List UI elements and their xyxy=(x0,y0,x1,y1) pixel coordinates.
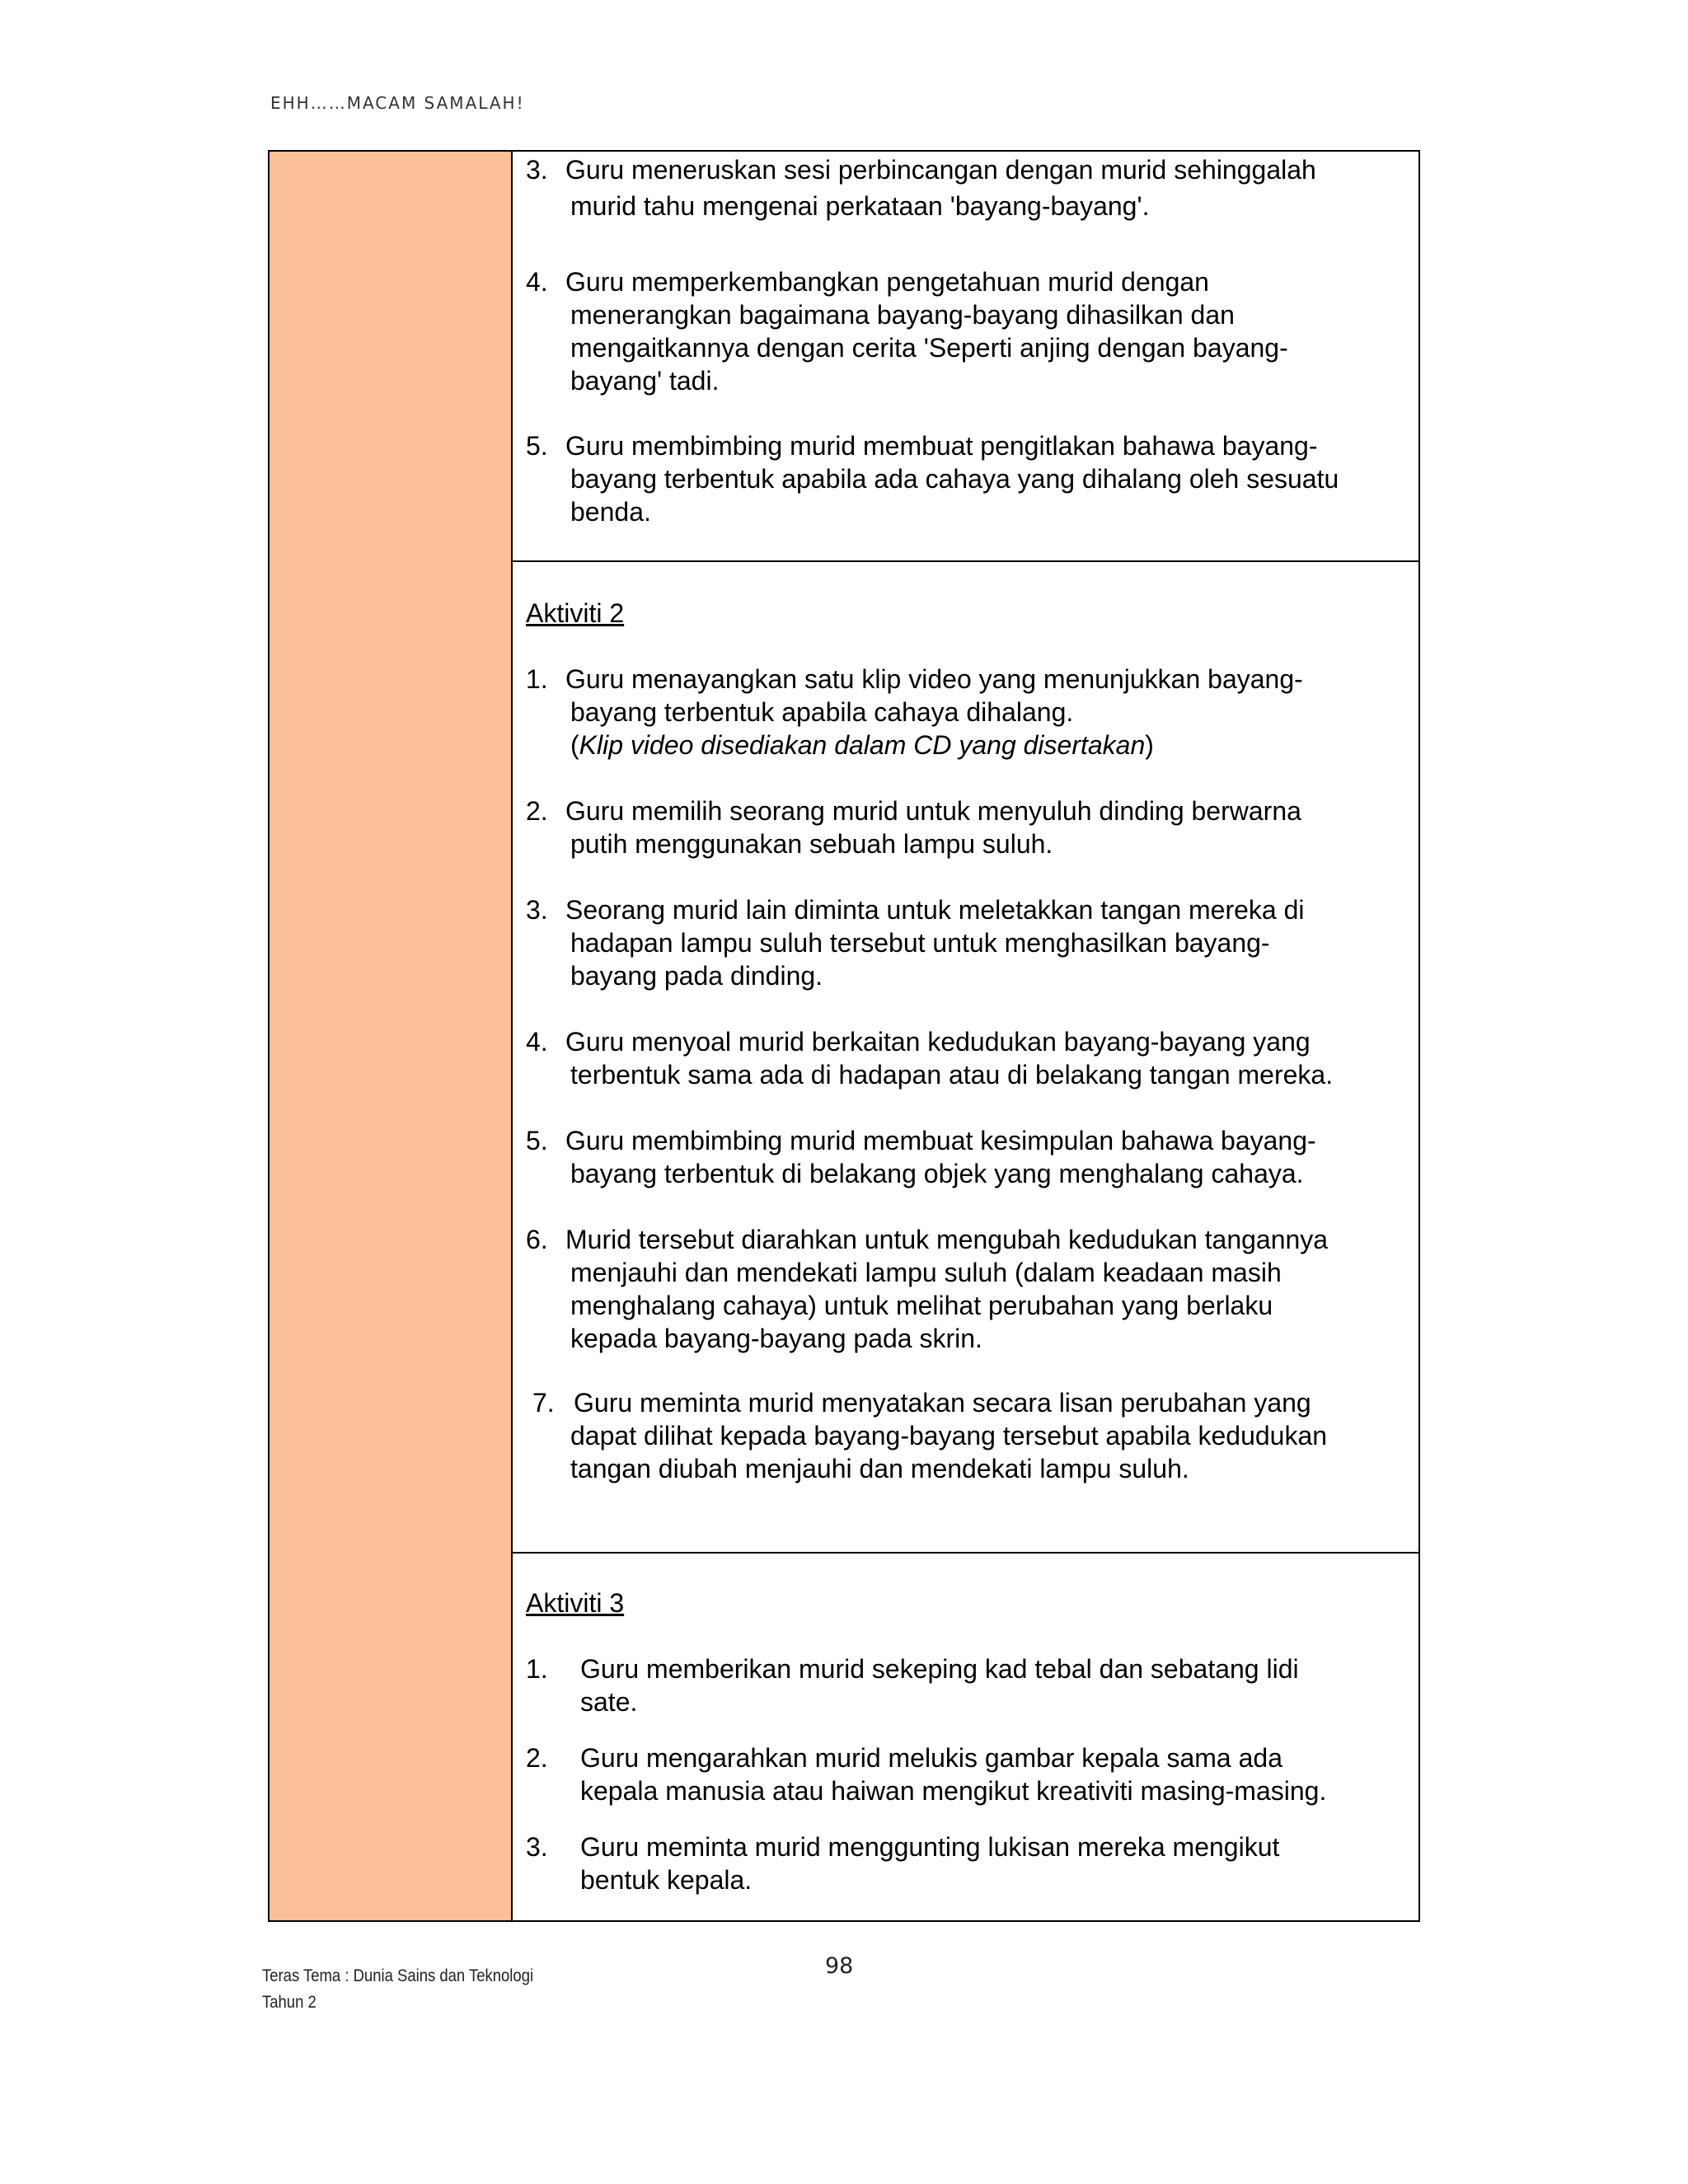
item-line: Guru membimbing murid membuat pengitlakan bahawa bayang- xyxy=(565,431,1318,461)
item-number: 4. xyxy=(526,267,548,297)
item-text xyxy=(570,926,1270,992)
item-line: mengaitkannya dengan cerita 'Seperti anjing dengan bayang- xyxy=(570,333,1288,363)
item-line: bayang terbentuk apabila ada cahaya yang dihalang oleh sesuatu xyxy=(570,464,1339,494)
item-text xyxy=(570,827,1053,860)
item-line: menghalang cahaya) untuk melihat perubahan yang berlaku xyxy=(570,1291,1273,1320)
note-italic: Klip video disediakan dalam CD yang disertakan xyxy=(579,730,1146,760)
item-number: 4. xyxy=(526,1027,548,1057)
item-text xyxy=(570,462,1339,528)
item-note xyxy=(570,729,1154,762)
item-line: Guru membimbing murid membuat kesimpulan bahawa bayang- xyxy=(565,1126,1316,1155)
item-text xyxy=(580,1741,1326,1807)
item-text xyxy=(565,663,1303,696)
item-text xyxy=(565,153,1316,186)
item-number: 3. xyxy=(526,1832,548,1862)
item-number: 6. xyxy=(526,1225,548,1254)
item-line: Guru memilih seorang murid untuk menyuluh dinding berwarna xyxy=(565,796,1301,826)
item-line: Seorang murid lain diminta untuk meletakkan tangan mereka di xyxy=(565,895,1305,925)
item-line: benda. xyxy=(570,497,651,527)
page-number: 98 xyxy=(825,1953,854,1979)
item-text xyxy=(565,794,1301,827)
item-line: Guru memperkembangkan pengetahuan murid dengan xyxy=(565,267,1209,297)
item-text xyxy=(574,1386,1311,1419)
item-line: kepala manusia atau haiwan mengikut kreativiti masing-masing. xyxy=(580,1776,1327,1806)
item-text xyxy=(580,1830,1279,1896)
item-text xyxy=(580,1652,1299,1718)
item-line: hadapan lampu suluh tersebut untuk menghasilkan bayang- xyxy=(570,928,1270,958)
item-number: 3. xyxy=(526,895,548,925)
item-number: 5. xyxy=(526,431,548,461)
item-line: bentuk kepala. xyxy=(580,1865,753,1895)
item-text xyxy=(570,1157,1304,1190)
section-heading: Aktiviti 2 xyxy=(526,598,625,628)
section-continuation xyxy=(513,152,1418,562)
item-line: bayang terbentuk di belakang objek yang menghalang cahaya. xyxy=(570,1159,1304,1188)
note-paren-close: ) xyxy=(1145,730,1154,760)
item-line: menjauhi dan mendekati lampu suluh (dalam keadaan masih xyxy=(570,1258,1282,1287)
item-number: 1. xyxy=(526,1654,548,1684)
item-number: 2. xyxy=(526,1743,548,1773)
section-aktiviti-3 xyxy=(513,1554,1418,1922)
item-text xyxy=(565,1025,1311,1058)
item-line: putih menggunakan sebuah lampu suluh. xyxy=(570,829,1053,859)
item-text xyxy=(565,1124,1316,1157)
footer-year: Tahun 2 xyxy=(262,1993,316,2012)
item-line: Guru meminta murid menggunting lukisan mereka mengikut xyxy=(580,1832,1280,1862)
note-paren-open: ( xyxy=(570,730,579,760)
item-text xyxy=(565,265,1209,298)
lesson-table xyxy=(268,150,1420,1922)
activity-column xyxy=(513,152,1418,1920)
item-line: Guru menyoal murid berkaitan kedudukan bayang-bayang yang xyxy=(565,1027,1311,1057)
item-text xyxy=(570,298,1288,397)
item-text xyxy=(570,1256,1282,1355)
item-text xyxy=(565,429,1317,462)
item-number: 3. xyxy=(526,155,548,185)
item-line: Guru meneruskan sesi perbincangan dengan murid sehinggalah xyxy=(565,155,1316,185)
lesson-step-column xyxy=(270,152,513,1920)
item-text xyxy=(570,1058,1333,1091)
item-text xyxy=(565,893,1305,926)
item-line: terbentuk sama ada di hadapan atau di belakang tangan mereka. xyxy=(570,1060,1334,1090)
item-line: bayang terbentuk apabila cahaya dihalang. xyxy=(570,697,1074,727)
item-line: bayang' tadi. xyxy=(570,366,720,396)
item-line: murid tahu mengenai perkataan 'bayang-bayang'. xyxy=(570,191,1150,221)
item-number: 2. xyxy=(526,796,548,826)
item-line: sate. xyxy=(580,1687,638,1717)
footer-theme: Teras Tema : Dunia Sains dan Teknologi xyxy=(262,1966,534,1985)
item-text xyxy=(570,696,1154,762)
item-text xyxy=(565,1223,1328,1256)
item-line: bayang pada dinding. xyxy=(570,961,823,991)
item-number: 7. xyxy=(532,1388,555,1418)
item-line: Guru menayangkan satu klip video yang menunjukkan bayang- xyxy=(565,664,1303,694)
item-line: tangan diubah menjauhi dan mendekati lampu suluh. xyxy=(570,1454,1189,1483)
running-header: EHH……MACAM SAMALAH! xyxy=(270,93,525,113)
item-line: Guru mengarahkan murid melukis gambar kepala sama ada xyxy=(580,1743,1282,1773)
item-line: Guru memberikan murid sekeping kad tebal dan sebatang lidi xyxy=(580,1654,1299,1684)
item-number: 1. xyxy=(526,664,548,694)
item-text xyxy=(570,1419,1327,1485)
item-line: Murid tersebut diarahkan untuk mengubah kedudukan tangannya xyxy=(565,1225,1329,1254)
item-text xyxy=(570,190,1149,223)
item-number: 5. xyxy=(526,1126,548,1155)
item-line: menerangkan bagaimana bayang-bayang dihasilkan dan xyxy=(570,300,1235,330)
item-line: Guru meminta murid menyatakan secara lisan perubahan yang xyxy=(574,1388,1311,1418)
section-heading: Aktiviti 3 xyxy=(526,1588,625,1618)
footer-info xyxy=(262,1963,533,2016)
item-line: dapat dilihat kepada bayang-bayang tersebut apabila kedudukan xyxy=(570,1421,1328,1451)
section-aktiviti-2 xyxy=(513,562,1418,1554)
item-line: kepada bayang-bayang pada skrin. xyxy=(570,1324,982,1353)
